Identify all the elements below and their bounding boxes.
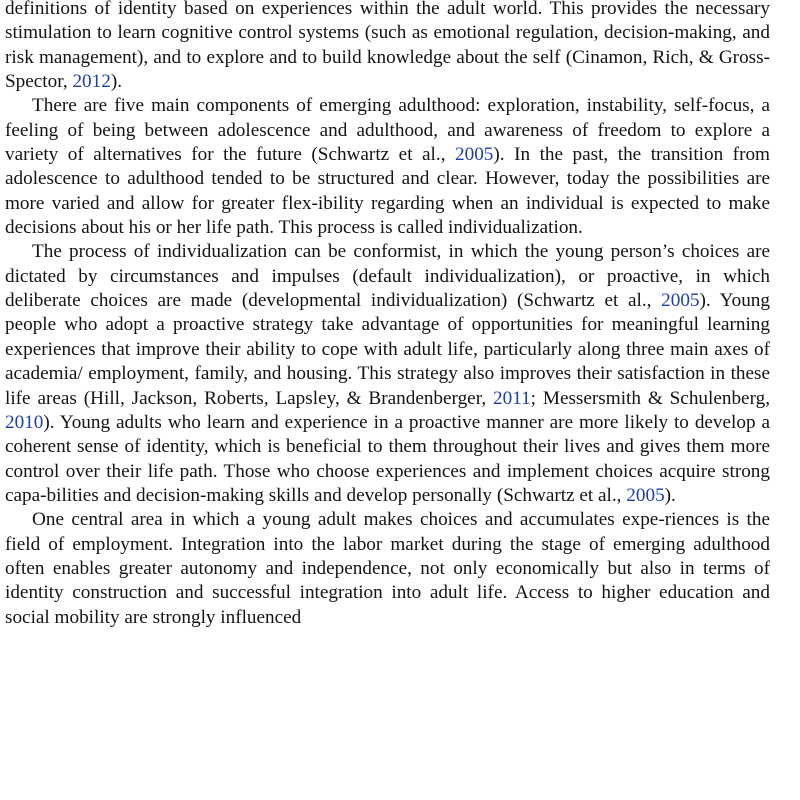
paragraph-3-text: ). xyxy=(664,484,676,506)
paragraph-3-text: ). Young adults who learn and experience in a proactive manner are more likely to develop a coherent sense of identity, which is beneficial to them throughout their lives and gives them more control over their life path. Those who choose experiences and implement choices acquire strong capa-bilities and decision-making skills and develop personally (Schwartz et al., xyxy=(5,411,770,506)
paragraph-3-text: The process of individualization can be conformist, in which the young person’s choices are dictated by circumstances and impulses (default individualization), or proactive, in which deliberate choices are made (developmental individualization) (Schwartz et al., xyxy=(5,241,770,312)
paragraph-1 xyxy=(5,0,770,94)
paragraph-4-text: One central area in which a young adult makes choices and accumulates expe-riences is the field of employment. Integration into the labor market during the stage of emerging adulthood often enables greater autonomy and independence, not only economically but also in terms of identity construction and successful integration into adult life. Access to higher education and social mobility are strongly influenced xyxy=(5,509,770,628)
paragraph-2 xyxy=(5,94,770,240)
citation-link[interactable]: 2010 xyxy=(5,411,44,433)
citation-link[interactable]: 2005 xyxy=(455,144,494,166)
paragraph-4 xyxy=(5,508,770,630)
paragraph-1-text: definitions of identity based on experiences within the adult world. This provides the necessary stimulation to learn cognitive control systems (such as emotional regulation, decision-making, and risk management), and to explore and to build knowledge about the self (Cinamon, Rich, & Gross-Spector, xyxy=(5,0,770,93)
citation-link[interactable]: 2005 xyxy=(661,290,700,312)
paragraph-3-text: ; Messersmith & Schulenberg, xyxy=(530,387,770,409)
paragraph-2-text: There are five main components of emerging adulthood: exploration, instability, self-focus, a feeling of being between adolescence and adulthood, and awareness of freedom to explore a variety of alternatives for the future (Schwartz et al., xyxy=(5,95,770,166)
citation-link[interactable]: 2005 xyxy=(626,484,665,506)
paragraph-1-text: ). xyxy=(110,71,122,93)
paragraph-2-text: ). In the past, the transition from adolescence to adulthood tended to be structured and clear. However, today the possibilities are more varied and allow for greater flex-ibility regarding when an individual is expected to make decisions about his or her life path. This process is called individualization. xyxy=(5,144,770,239)
paragraph-3 xyxy=(5,240,770,508)
document-page xyxy=(5,0,770,630)
citation-link[interactable]: 2011 xyxy=(493,387,531,409)
paragraph-3-text: ). Young people who adopt a proactive strategy take advantage of opportunities for meaningful learning experiences that improve their ability to cope with adult life, particularly along three main axes of academia/ employment, family, and housing. This strategy also improves their satisfaction in these life areas (Hill, Jackson, Roberts, Lapsley, & Brandenberger, xyxy=(5,290,770,409)
citation-link[interactable]: 2012 xyxy=(72,71,111,93)
